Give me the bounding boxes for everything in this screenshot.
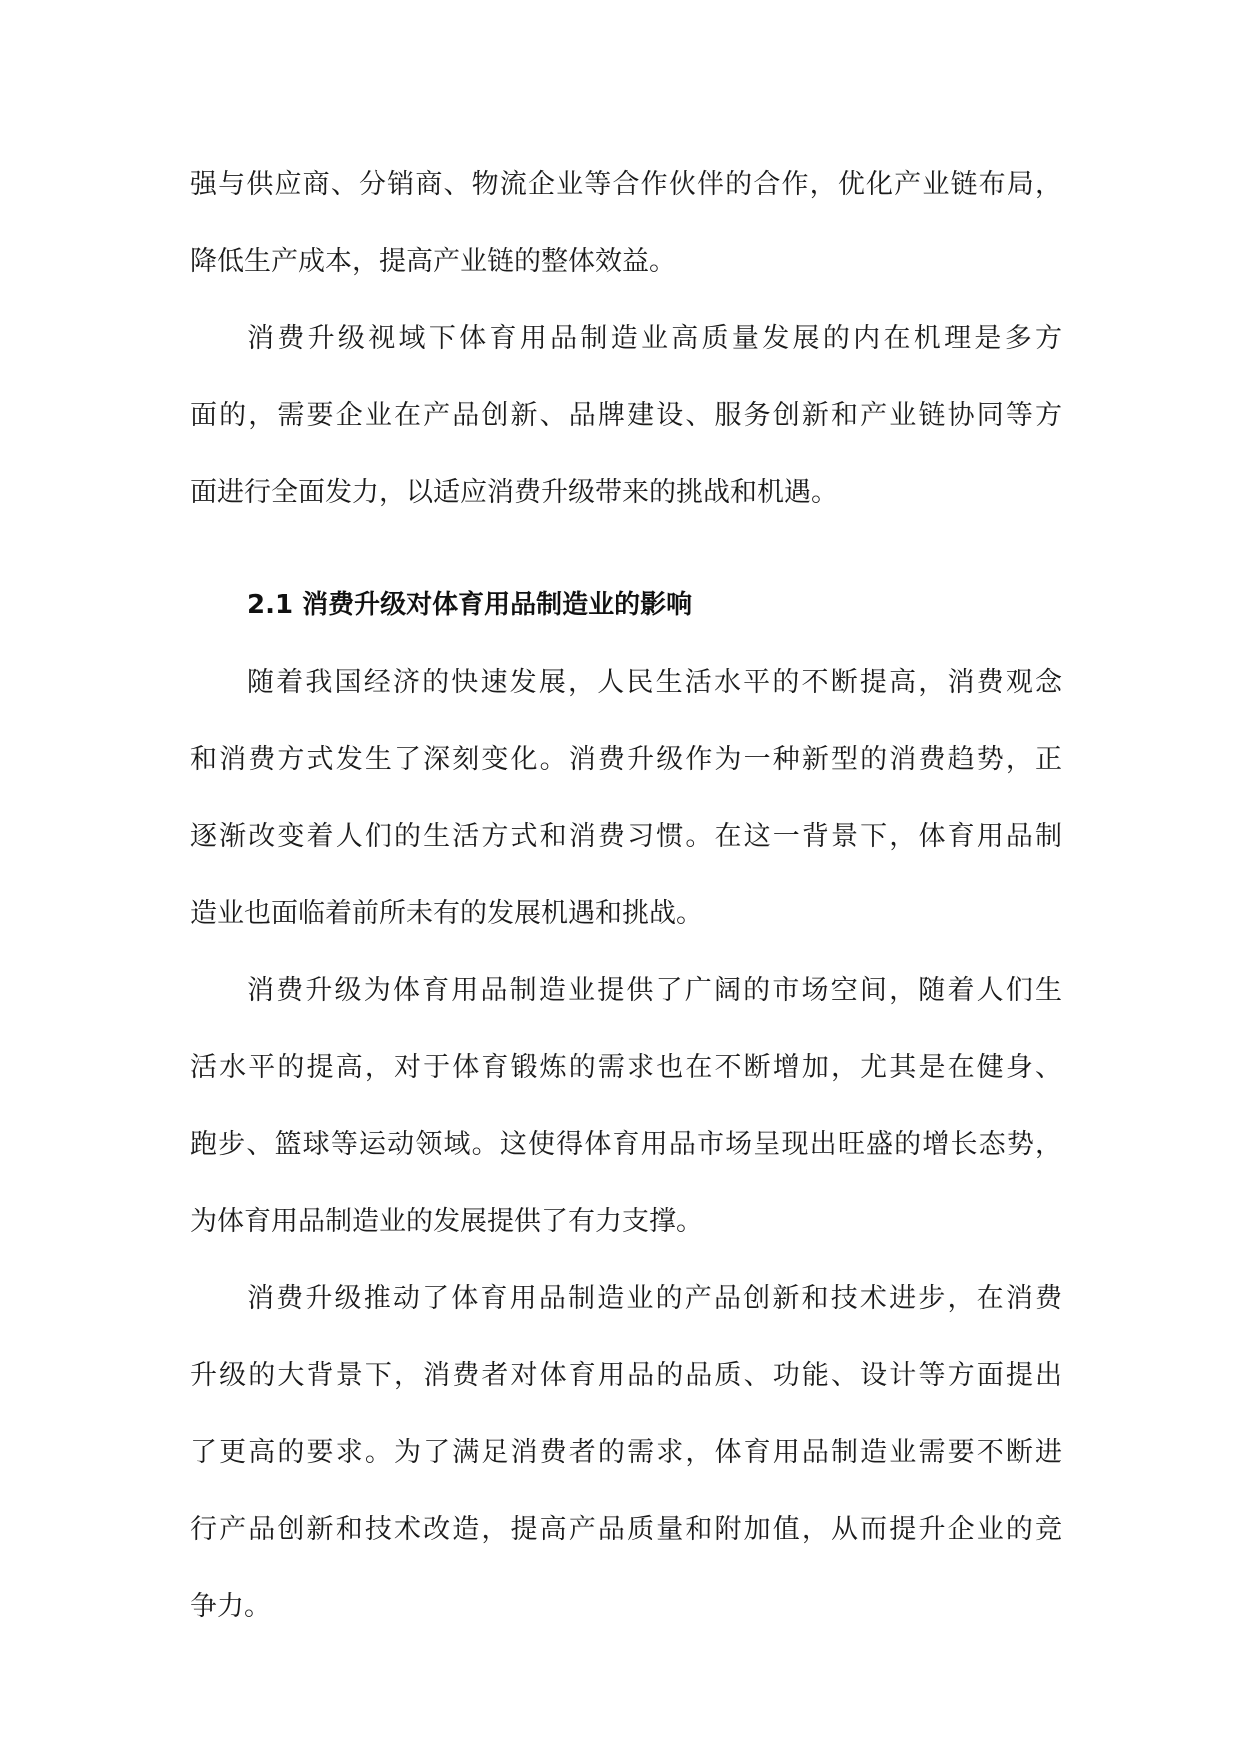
section-heading: 2.1 消费升级对体育用品制造业的影响 (247, 590, 693, 620)
paragraph-line: 随着我国经济的快速发展，人民生活水平的不断提高，消费观念 (247, 667, 1062, 698)
paragraph-line: 争力。 (190, 1591, 271, 1622)
paragraph-line: 升级的大背景下，消费者对体育用品的品质、功能、设计等方面提出 (190, 1360, 1062, 1391)
paragraph-line: 降低生产成本，提高产业链的整体效益。 (190, 246, 676, 277)
paragraph-line: 消费升级推动了体育用品制造业的产品创新和技术进步，在消费 (247, 1283, 1062, 1314)
paragraph-line: 面的，需要企业在产品创新、品牌建设、服务创新和产业链协同等方 (190, 400, 1062, 431)
paragraph-line: 消费升级视域下体育用品制造业高质量发展的内在机理是多方 (247, 323, 1062, 354)
paragraph-line: 强与供应商、分销商、物流企业等合作伙伴的合作，优化产业链布局， (190, 169, 1062, 200)
paragraph-line: 跑步、篮球等运动领域。这使得体育用品市场呈现出旺盛的增长态势， (190, 1129, 1062, 1160)
paragraph-line: 活水平的提高，对于体育锻炼的需求也在不断增加，尤其是在健身、 (190, 1052, 1062, 1083)
document-body (190, 146, 1062, 1645)
paragraph-line: 造业也面临着前所未有的发展机遇和挑战。 (190, 898, 703, 929)
paragraph-line: 面进行全面发力，以适应消费升级带来的挑战和机遇。 (190, 477, 838, 508)
paragraph-line: 消费升级为体育用品制造业提供了广阔的市场空间，随着人们生 (247, 975, 1062, 1006)
paragraph-line: 逐渐改变着人们的生活方式和消费习惯。在这一背景下，体育用品制 (190, 821, 1062, 852)
section-spacer (190, 531, 1062, 567)
paragraph-line: 行产品创新和技术改造，提高产品质量和附加值，从而提升企业的竞 (190, 1514, 1062, 1545)
paragraph-line: 了更高的要求。为了满足消费者的需求，体育用品制造业需要不断进 (190, 1437, 1062, 1468)
paragraph-line: 和消费方式发生了深刻变化。消费升级作为一种新型的消费趋势，正 (190, 744, 1062, 775)
paragraph-line: 为体育用品制造业的发展提供了有力支撑。 (190, 1206, 703, 1237)
